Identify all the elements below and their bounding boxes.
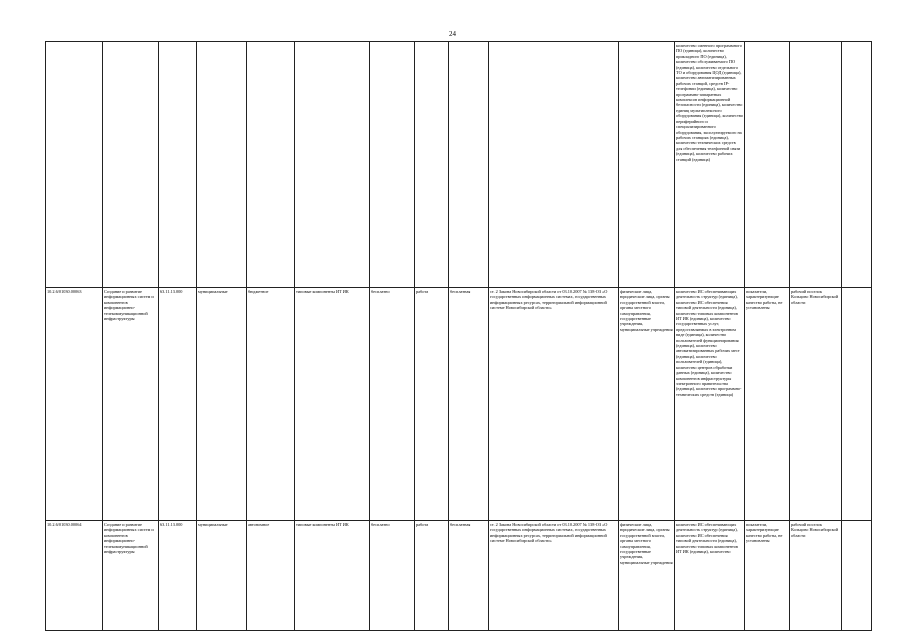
cell-consumers bbox=[619, 42, 675, 288]
register-table bbox=[45, 41, 872, 631]
cell-form bbox=[197, 42, 247, 288]
cell-content: типовые компоненты ИТ ИК bbox=[295, 288, 370, 521]
cell-type bbox=[247, 42, 295, 288]
cell-law: ст. 2 Закона Новосибирской области от 03.10.2007 № 138-ОЗ «О государственных информационных системах, государственных информационных ресурсах, территориальной информационной системе Новосибирской области» bbox=[489, 521, 619, 631]
cell-last bbox=[842, 42, 872, 288]
cell-code: 10.2.6/01030.00063 bbox=[46, 288, 103, 521]
cell-payment: бесплатно bbox=[370, 521, 415, 631]
cell-payment bbox=[370, 42, 415, 288]
table-row bbox=[46, 288, 872, 521]
cell-basis: работа bbox=[415, 521, 449, 631]
cell-payment: бесплатно bbox=[370, 288, 415, 521]
cell-consumers: физические лица, юридические лица, органы государственной власти, органы местного самоуправления, государственные учреждения, муниципальные учреждения bbox=[619, 521, 675, 631]
cell-consumers: физические лица, юридические лица, органы государственной власти, органы местного самоуправления, государственные учреждения, муниципальные учреждения bbox=[619, 288, 675, 521]
cell-basis bbox=[415, 42, 449, 288]
cell-okpd bbox=[159, 42, 197, 288]
cell-fee: бесплатная bbox=[449, 521, 489, 631]
cell-code: 10.2.6/01030.00064 bbox=[46, 521, 103, 631]
cell-basis: работа bbox=[415, 288, 449, 521]
cell-content: типовые компоненты ИТ ИК bbox=[295, 521, 370, 631]
cell-last bbox=[842, 521, 872, 631]
cell-quality-indicator: показатели, характеризующие качество работы, не установлены bbox=[745, 521, 790, 631]
cell-content bbox=[295, 42, 370, 288]
cell-type: бюджетное bbox=[247, 288, 295, 521]
cell-type: автономное bbox=[247, 521, 295, 631]
cell-name: Создание и развитие информационных систем и компонентов информационно-телекоммуникационной инфраструктуры bbox=[103, 288, 159, 521]
cell-form: муниципальные bbox=[197, 288, 247, 521]
cell-institution: рабочий поселок Кольцово Новосибирской области bbox=[790, 521, 842, 631]
cell-form: муниципальные bbox=[197, 521, 247, 631]
cell-quality-indicator: показатели, характеризующие качество работы, не установлены bbox=[745, 288, 790, 521]
cell-law: ст. 2 Закона Новосибирской области от 03.10.2007 № 138-ОЗ «О государственных информационных системах, государственных информационных ресурсах, территориальной информационной системе Новосибирской области» bbox=[489, 288, 619, 521]
cell-fee: бесплатная bbox=[449, 288, 489, 521]
cell-institution: рабочий поселок Кольцово Новосибирской области bbox=[790, 288, 842, 521]
table-row bbox=[46, 521, 872, 631]
cell-fee bbox=[449, 42, 489, 288]
cell-code bbox=[46, 42, 103, 288]
cell-institution bbox=[790, 42, 842, 288]
cell-volume-indicator: количество сменного программного ПО (единица), количество прикладного ПО (единица), количество обслуживаемого ПО (единица), количество отдельного ТО и оборудования ЦОД (единица), количество автоматизированных рабочих станций, средств IP-телефонии (единица), количество программно-аппаратных комплексов информационной безопасности (единица), количество единиц мультиплексного оборудования (единица), количество периферийного и специализированного оборудования, эксплуатируемого на рабочих станциях (единица), количество технических средств для обеспечения телефонной связи (единица), количество рабочих станций (единица) bbox=[675, 42, 745, 288]
cell-volume-indicator: количество ИС обеспечивающих деятельность структур (единица), количество ИС обеспечения типовой деятельности (единица), количество типовых компонентов ИТ ИК (единица), количество государственных услуг, предоставляемых в электронном виде (единица), количество пользователей функционирования (единица), количество автоматизированных рабочих мест (единица), количество пользователей (единица), количество центров обработки данных (единица), количество компонентов инфраструктуры электронного правительства (единица), количество программно-технических средств (единица) bbox=[675, 288, 745, 521]
cell-law bbox=[489, 42, 619, 288]
table-row bbox=[46, 42, 872, 288]
cell-name: Создание и развитие информационных систем и компонентов информационно-телекоммуникационной инфраструктуры bbox=[103, 521, 159, 631]
cell-name bbox=[103, 42, 159, 288]
cell-last bbox=[842, 288, 872, 521]
cell-okpd: 63.11.13.000 bbox=[159, 521, 197, 631]
cell-volume-indicator: количество ИС обеспечивающих деятельность структур (единица), количество ИС обеспечения типовой деятельности (единица), количество типовых компонентов ИТ ИК (единица), количество bbox=[675, 521, 745, 631]
cell-quality-indicator bbox=[745, 42, 790, 288]
page-number: 24 bbox=[449, 30, 456, 38]
cell-okpd: 63.11.13.000 bbox=[159, 288, 197, 521]
